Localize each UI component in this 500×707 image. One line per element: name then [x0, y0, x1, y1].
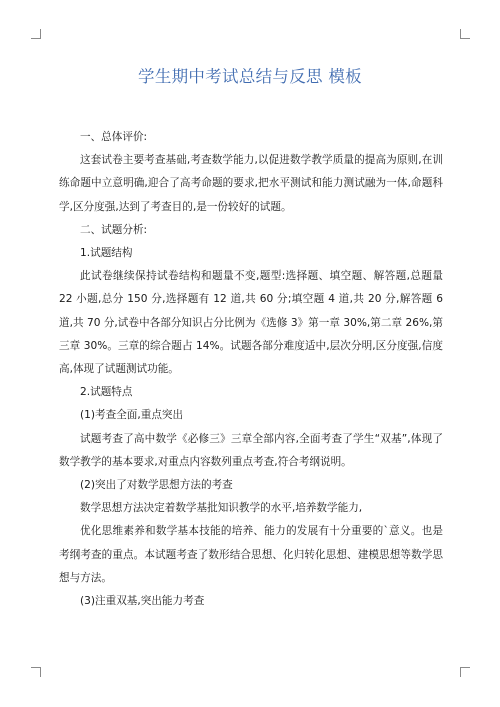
corner-mark-bottom-right [460, 667, 470, 677]
corner-mark-top-right [460, 29, 470, 39]
paragraph-test-structure: 此试卷继续保持试卷结构和题量不变,题型:选择题、填空题、解答题,总题量 22 小题,总分 150 分,选择题有 12 道,共 60 分;填空题 4 道,共 20 分,解答题 6 道,共 70 分,试卷中各部分知识占分比例为《选修 3》第一章 30%,第二章 26%,第三章 30%。三章的综合题占 14%。试题各部分难度适中,层次分明,区分度强,信度高,体现了试题测试功能。 [59, 270, 443, 376]
heading-feature-3: (3)注重双基,突出能力考查 [80, 595, 205, 608]
corner-mark-top-left [31, 29, 41, 39]
heading-feature-1: (1)考查全面,重点突出 [80, 409, 184, 422]
heading-test-structure: 1.试题结构 [80, 247, 133, 260]
heading-test-analysis: 二、试题分析: [80, 223, 148, 236]
heading-overall-evaluation: 一、总体评价: [80, 131, 148, 143]
corner-mark-bottom-left [31, 667, 41, 677]
paragraph-feature-2a: 数学思想方法决定着数学基批知识教学的水平,培养数学能力, [80, 502, 363, 515]
heading-test-features: 2.试题特点 [80, 386, 133, 399]
paragraph-overall-evaluation: 这套试卷主要考查基础,考查数学能力,以促进数学教学质量的提高为原则,在训练命题中立意明确,迎合了高考命题的要求,把水平测试和能力测试融为一体,命题科学,区分度强,达到了考查目的,是一份较好的试题。 [59, 154, 443, 213]
paragraph-feature-2b: 优化思维素养和数学基本技能的培养、能力的发展有十分重要的`意义。也是考纲考查的重点。本试题考查了数形结合思想、化归转化思想、建模思想等数学思想与方法。 [59, 525, 443, 584]
heading-feature-2: (2)突出了对数学思想方法的考查 [80, 479, 233, 492]
document-title: 学生期中考试总结与反思 模板 [138, 67, 362, 86]
paragraph-feature-1: 试题考查了高中数学《必修三》三章全部内容,全面考查了学生“双基”,体现了数学教学的基本要求,对重点内容数列重点考查,符合考纲说明。 [59, 432, 443, 468]
document-body [59, 126, 443, 613]
